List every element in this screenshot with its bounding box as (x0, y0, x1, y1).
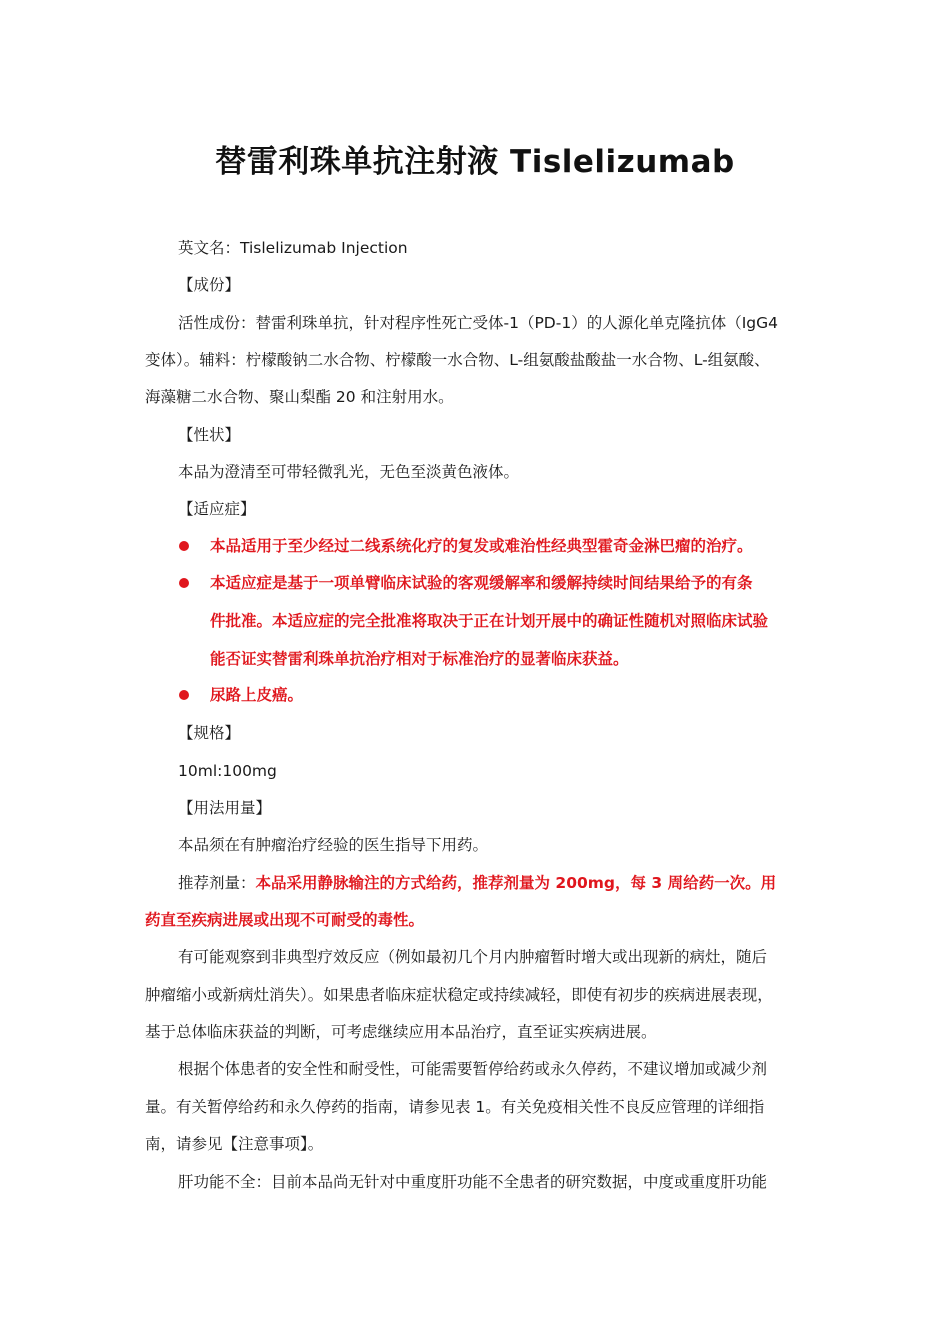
indication-item-continued: 能否证实替雷利珠单抗治疗相对于标准治疗的显著临床获益。 (210, 650, 629, 668)
description-text: 本品为澄清至可带轻微乳光，无色至淡黄色液体。 (178, 463, 520, 481)
indication-item: 本适应症是基于一项单臂临床试验的客观缓解率和缓解持续时间结果给予的有条 (210, 574, 753, 592)
bullet-icon (179, 690, 189, 700)
dosage-guidance: 本品须在有肿瘤治疗经验的医生指导下用药。 (178, 836, 489, 854)
section-description: 【性状】 (178, 426, 241, 444)
section-composition: 【成份】 (178, 276, 241, 294)
document-title: 替雷利珠单抗注射液 Tislelizumab (215, 144, 735, 180)
hepatic-impairment-line: 肝功能不全：目前本品尚无针对中重度肝功能不全患者的研究数据，中度或重度肝功能 (178, 1173, 768, 1191)
section-indications: 【适应症】 (178, 500, 256, 518)
atypical-response-line: 基于总体临床获益的判断，可考虑继续应用本品治疗，直至证实疾病进展。 (145, 1023, 657, 1041)
indication-item: 本品适用于至少经过二线系统化疗的复发或难治性经典型霍奇金淋巴瘤的治疗。 (210, 537, 753, 555)
atypical-response-line: 肿瘤缩小或新病灶消失）。如果患者临床症状稳定或持续减轻，即使有初步的疾病进展表现， (145, 986, 773, 1004)
safety-line: 南，请参见【注意事项】。 (145, 1135, 324, 1153)
indication-item: 尿路上皮癌。 (210, 686, 304, 704)
safety-line: 量。有关暂停给药和永久停药的指南，请参见表 1。有关免疫相关性不良反应管理的详细指 (145, 1098, 765, 1116)
english-name: 英文名：Tislelizumab Injection (178, 239, 408, 257)
indication-item-continued: 件批准。本适应症的完全批准将取决于正在计划开展中的确证性随机对照临床试验 (210, 612, 769, 630)
composition-line: 变体）。辅料：柠檬酸钠二水合物、柠檬酸一水合物、L-组氨酸盐酸盐一水合物、L-组氨酸、 (145, 351, 770, 369)
section-specification: 【规格】 (178, 724, 241, 742)
specification-text: 10ml:100mg (178, 762, 277, 780)
atypical-response-line: 有可能观察到非典型疗效反应（例如最初几个月内肿瘤暂时增大或出现新的病灶，随后 (178, 948, 768, 966)
section-dosage: 【用法用量】 (178, 799, 272, 817)
composition-line: 活性成份：替雷利珠单抗，针对程序性死亡受体-1（PD-1）的人源化单克隆抗体（IgG4 (178, 314, 778, 332)
recommended-dose-text: 本品采用静脉输注的方式给药，推荐剂量为 200mg，每 3 周给药一次。用 (255, 874, 777, 892)
recommended-dose-label: 推荐剂量： (178, 874, 256, 892)
safety-line: 根据个体患者的安全性和耐受性，可能需要暂停给药或永久停药，不建议增加或减少剂 (178, 1060, 768, 1078)
bullet-icon (179, 578, 189, 588)
recommended-dose (178, 872, 776, 894)
composition-line: 海藻糖二水合物、聚山梨酯 20 和注射用水。 (145, 388, 454, 406)
recommended-dose-text: 药直至疾病进展或出现不可耐受的毒性。 (145, 911, 425, 929)
bullet-icon (179, 541, 189, 551)
